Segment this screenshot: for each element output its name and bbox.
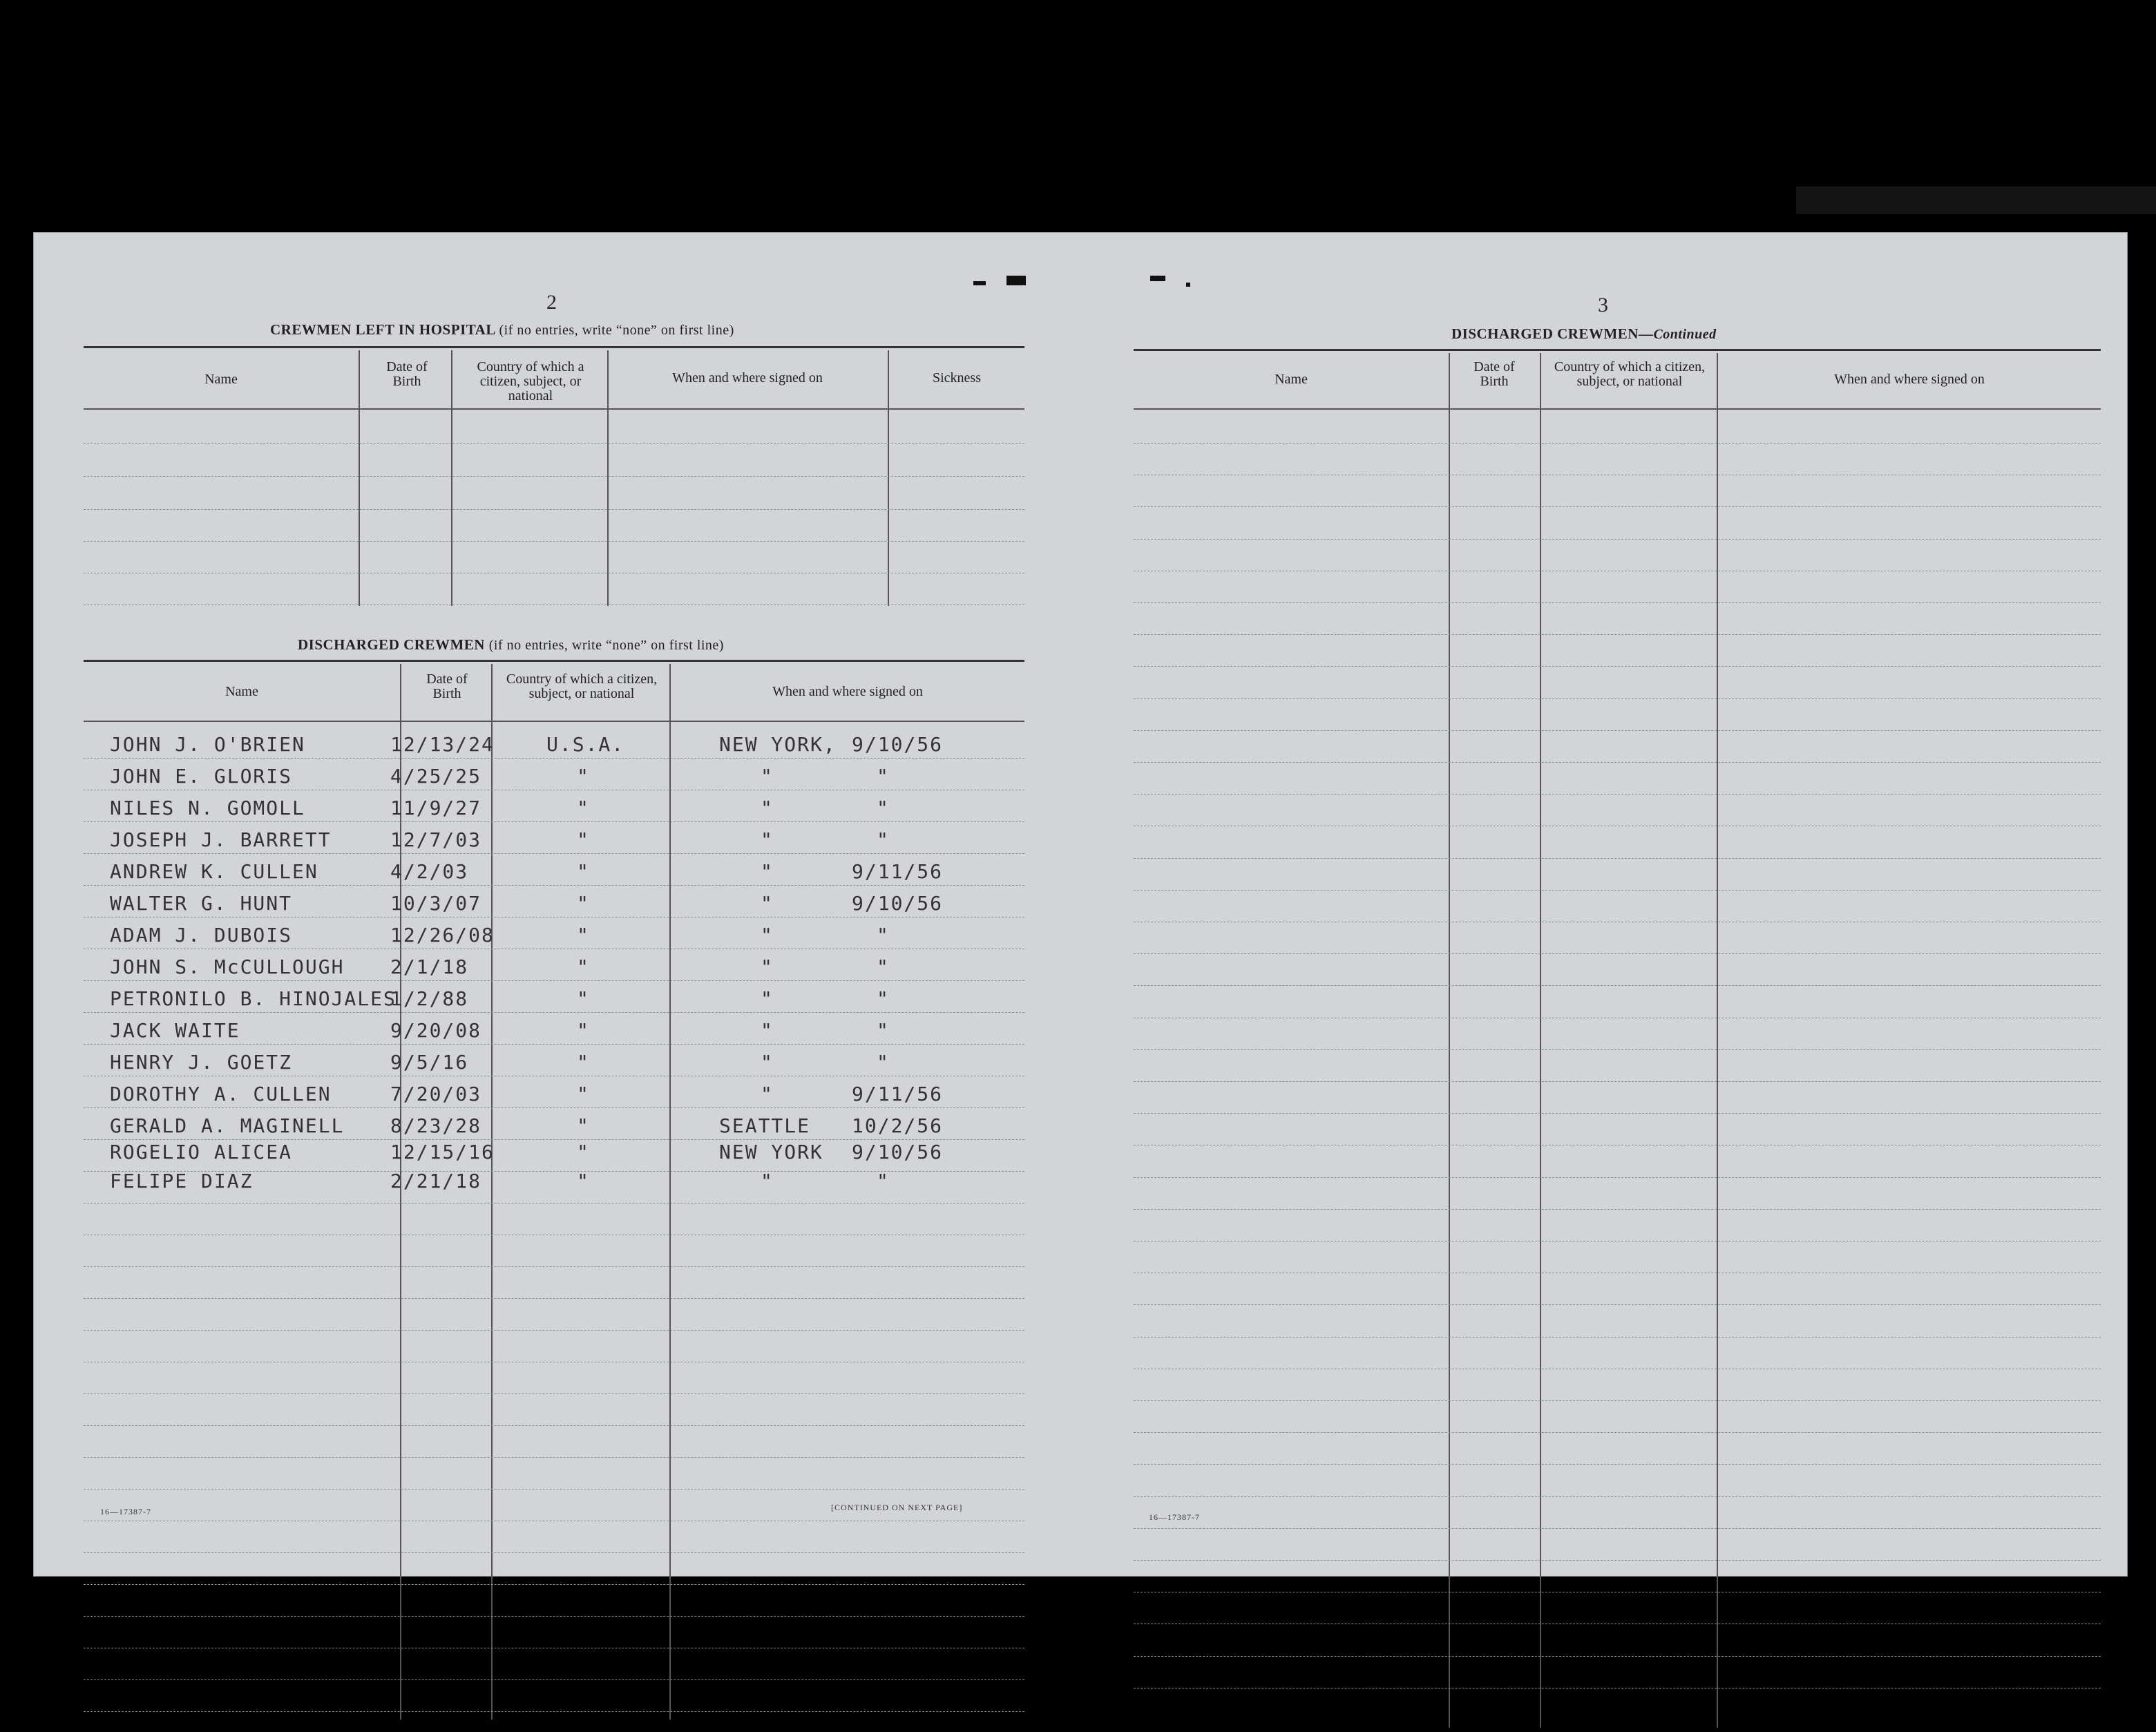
ruled-line	[1134, 985, 2101, 986]
crew-country: "	[577, 1083, 590, 1105]
crew-name: ROGELIO ALICEA	[110, 1141, 293, 1163]
discharged-note: (if no entries, write “none” on first line)	[488, 638, 724, 653]
ruled-line	[1134, 1464, 2101, 1465]
ruled-line	[1134, 443, 2101, 444]
crew-signed-place: "	[761, 1170, 774, 1192]
crew-signed-date: "	[877, 1051, 890, 1074]
hospital-col-name: Name	[204, 372, 238, 387]
crew-country: "	[577, 1141, 590, 1163]
hospital-col-dob: Date of Birth	[386, 359, 428, 389]
hospital-header-rule	[84, 408, 1024, 410]
hospital-row-line	[84, 541, 1024, 542]
crew-signed-place: "	[761, 955, 774, 978]
crew-country: "	[577, 1019, 590, 1042]
ruled-line	[84, 758, 1024, 759]
ruled-line	[84, 1107, 1024, 1108]
crew-name: JOSEPH J. BARRETT	[110, 828, 332, 851]
crew-country: "	[577, 1114, 590, 1137]
ruled-line	[1134, 1496, 2101, 1497]
ruled-line	[84, 821, 1024, 822]
crew-name: ADAM J. DUBOIS	[110, 924, 293, 946]
discharged-col-name: Name	[225, 684, 258, 699]
discharged-title: DISCHARGED CREWMEN	[298, 636, 485, 653]
hospital-row-line	[84, 509, 1024, 510]
crew-signed-date: "	[877, 765, 890, 788]
ruled-line	[84, 1266, 1024, 1267]
hospital-col-divider	[607, 350, 609, 606]
ruled-line	[1134, 1049, 2101, 1050]
right-col-divider	[1449, 353, 1450, 1728]
crew-country: "	[577, 1051, 590, 1074]
right-top-rule	[1134, 349, 2101, 351]
right-header-rule	[1134, 408, 2101, 410]
document-sheet	[33, 232, 2128, 1577]
discharged-col-country: Country of which a citizen, subject, or national	[506, 672, 658, 701]
ruled-line	[1134, 1400, 2101, 1401]
crew-signed-place: "	[761, 765, 774, 788]
crew-signed-date: "	[877, 987, 890, 1010]
ruled-line	[1134, 1113, 2101, 1114]
hospital-title: CREWMEN LEFT IN HOSPITAL	[270, 321, 495, 338]
ruled-line	[84, 1012, 1024, 1013]
right-col-name: Name	[1275, 372, 1308, 387]
hospital-col-divider	[451, 350, 452, 606]
crew-dob: 9/5/16	[390, 1051, 469, 1074]
crew-signed-date: 9/10/56	[852, 892, 944, 915]
crew-dob: 4/25/25	[390, 765, 482, 788]
crew-name: WALTER G. HUNT	[110, 892, 293, 915]
crew-dob: 2/1/18	[390, 955, 469, 978]
crew-signed-date: "	[877, 1170, 890, 1192]
crew-signed-place: "	[761, 1083, 774, 1105]
discharged-section-title	[298, 636, 724, 654]
hospital-col-country: Country of which a citizen, subject, or national	[477, 359, 584, 403]
crew-dob: 8/23/28	[390, 1114, 482, 1137]
right-col-country: Country of which a citizen, subject, or national	[1554, 359, 1706, 389]
crew-signed-date: 9/11/56	[852, 860, 944, 883]
crew-signed-date: "	[877, 797, 890, 819]
ruled-line	[84, 1679, 1024, 1680]
hospital-row-line	[84, 476, 1024, 477]
crew-country: "	[577, 860, 590, 883]
crew-country: "	[577, 892, 590, 915]
crew-country: "	[577, 1170, 590, 1192]
discharged-col-signed-on: When and where signed on	[772, 684, 923, 699]
crew-signed-place: "	[761, 987, 774, 1010]
crew-name: DOROTHY A. CULLEN	[110, 1083, 332, 1105]
crew-dob: 10/3/07	[390, 892, 482, 915]
crew-signed-place: "	[761, 1051, 774, 1074]
ruled-line	[84, 1489, 1024, 1490]
crew-signed-place: "	[761, 1019, 774, 1042]
right-col-divider	[1540, 353, 1541, 1728]
crew-signed-date: "	[877, 1019, 890, 1042]
discharged-col-divider	[491, 664, 493, 1720]
right-page-number: 3	[1598, 294, 1608, 316]
crew-name: JOHN S. McCULLOUGH	[110, 955, 345, 978]
ruled-line	[1134, 858, 2101, 859]
ruled-line	[1134, 953, 2101, 954]
crew-dob: 7/20/03	[390, 1083, 482, 1105]
crew-signed-date: "	[877, 955, 890, 978]
hospital-top-rule	[84, 346, 1024, 348]
discharged-col-divider	[669, 664, 671, 1720]
right-section-title	[1451, 325, 1717, 343]
crew-country: "	[577, 924, 590, 946]
crew-dob: 1/2/88	[390, 987, 469, 1010]
ruled-line	[84, 1711, 1024, 1712]
crew-dob: 12/7/03	[390, 828, 482, 851]
hospital-col-divider	[359, 350, 360, 606]
crew-signed-date: "	[877, 924, 890, 946]
ruled-line	[1134, 1337, 2101, 1338]
ruled-line	[1134, 666, 2101, 667]
ruled-line	[84, 885, 1024, 886]
right-col-divider	[1717, 353, 1718, 1728]
crew-name: FELIPE DIAZ	[110, 1170, 254, 1192]
ruled-line	[1134, 1081, 2101, 1082]
ruled-line	[1134, 634, 2101, 635]
ruled-line	[1134, 1177, 2101, 1178]
crew-dob: 12/26/08	[390, 924, 495, 946]
left-page-number: 2	[546, 291, 557, 314]
ruled-line	[1134, 762, 2101, 763]
hospital-col-sickness: Sickness	[933, 370, 981, 386]
crew-country: "	[577, 765, 590, 788]
ruled-line	[84, 1139, 1024, 1140]
ruled-line	[84, 1330, 1024, 1331]
hospital-row-line	[84, 443, 1024, 444]
right-title-suffix: Continued	[1653, 327, 1717, 342]
crew-dob: 9/20/08	[390, 1019, 482, 1042]
ruled-line	[1134, 1432, 2101, 1433]
ruled-line	[84, 1457, 1024, 1458]
crew-name: JOHN J. O'BRIEN	[110, 733, 305, 756]
ruled-line	[1134, 890, 2101, 891]
right-col-dob: Date of Birth	[1473, 359, 1515, 389]
ruled-line	[84, 1044, 1024, 1045]
crew-signed-place: "	[761, 828, 774, 851]
hospital-note: (if no entries, write “none” on first line)	[499, 323, 734, 338]
crew-signed-place: "	[761, 797, 774, 819]
crew-signed-date: 9/10/56	[852, 1141, 944, 1163]
ruled-line	[1134, 1209, 2101, 1210]
ruled-line	[84, 1393, 1024, 1394]
ruled-line	[84, 980, 1024, 981]
crew-signed-place: SEATTLE	[719, 1114, 811, 1137]
ruled-line	[84, 1584, 1024, 1585]
crew-name: PETRONILO B. HINOJALES	[110, 987, 397, 1010]
crew-dob: 11/9/27	[390, 797, 482, 819]
ink-mark	[973, 281, 986, 285]
hospital-section-title	[270, 321, 734, 339]
ruled-line	[84, 1616, 1024, 1617]
ruled-line	[84, 853, 1024, 854]
right-col-signed-on: When and where signed on	[1834, 372, 1985, 387]
ruled-line	[84, 1425, 1024, 1426]
hospital-col-signed-on: When and where signed on	[672, 370, 823, 386]
crew-signed-place: NEW YORK	[719, 1141, 823, 1163]
crew-name: JACK WAITE	[110, 1019, 240, 1042]
right-form-number: 16—17387-7	[1149, 1512, 1200, 1522]
crew-name: ANDREW K. CULLEN	[110, 860, 318, 883]
ruled-line	[1134, 539, 2101, 540]
crew-signed-date: 9/10/56	[852, 733, 944, 756]
hospital-col-divider	[888, 350, 889, 606]
crew-signed-place: "	[761, 924, 774, 946]
ruled-line	[1134, 1560, 2101, 1561]
crew-country: "	[577, 828, 590, 851]
ink-mark	[1186, 283, 1190, 287]
continued-note: [CONTINUED ON NEXT PAGE]	[831, 1503, 963, 1512]
ink-mark	[1007, 276, 1026, 285]
crew-signed-date: 10/2/56	[852, 1114, 944, 1137]
crew-name: GERALD A. MAGINELL	[110, 1114, 345, 1137]
crew-dob: 12/15/16	[390, 1141, 495, 1163]
ruled-line	[84, 1552, 1024, 1553]
ruled-line	[84, 1298, 1024, 1299]
right-title: DISCHARGED CREWMEN—	[1451, 325, 1654, 342]
crew-dob: 2/21/18	[390, 1170, 482, 1192]
crew-dob: 12/13/24	[390, 733, 495, 756]
ruled-line	[1134, 506, 2101, 507]
discharged-header-rule	[84, 721, 1024, 722]
crew-name: HENRY J. GOETZ	[110, 1051, 293, 1074]
ruled-line	[1134, 1656, 2101, 1657]
ink-mark	[1150, 276, 1165, 281]
left-form-number: 16—17387-7	[100, 1507, 151, 1516]
crew-name: NILES N. GOMOLL	[110, 797, 305, 819]
crew-signed-date: 9/11/56	[852, 1083, 944, 1105]
ruled-line	[1134, 698, 2101, 699]
crew-country: U.S.A.	[546, 733, 625, 756]
crew-signed-date: "	[877, 828, 890, 851]
crew-dob: 4/2/03	[390, 860, 469, 883]
ruled-line	[1134, 730, 2101, 731]
discharged-col-dob: Date of Birth	[426, 672, 468, 701]
crew-country: "	[577, 955, 590, 978]
ruled-line	[1134, 602, 2101, 603]
crew-signed-place: "	[761, 892, 774, 915]
crew-signed-place: NEW YORK,	[719, 733, 837, 756]
crew-signed-place: "	[761, 860, 774, 883]
ruled-line	[1134, 1528, 2101, 1529]
crew-country: "	[577, 987, 590, 1010]
crew-name: JOHN E. GLORIS	[110, 765, 293, 788]
crew-country: "	[577, 797, 590, 819]
ruled-line	[1134, 1304, 2101, 1305]
discharged-top-rule	[84, 660, 1024, 662]
